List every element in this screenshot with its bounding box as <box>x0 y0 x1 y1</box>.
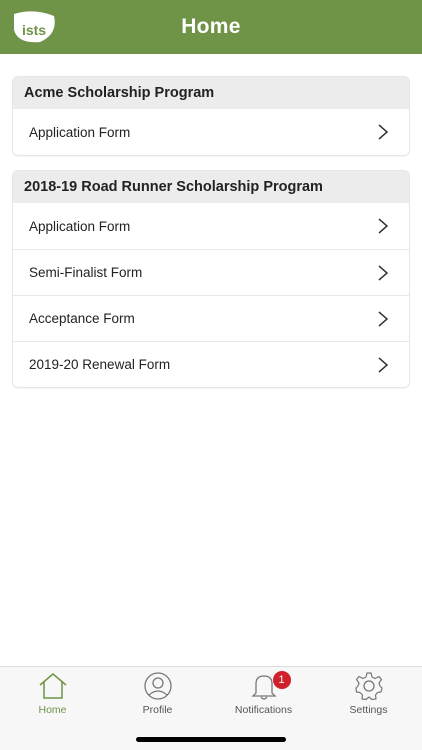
app-header <box>0 0 422 54</box>
tab-label: Settings <box>349 704 388 716</box>
tab-home[interactable] <box>0 669 105 723</box>
program-list <box>12 76 410 402</box>
form-label: Application Form <box>29 124 131 140</box>
home-indicator <box>136 737 286 742</box>
chevron-right-icon <box>377 264 389 282</box>
program-card <box>12 76 410 156</box>
form-label: Acceptance Form <box>29 311 135 326</box>
tab-profile[interactable] <box>105 669 210 723</box>
ists-logo[interactable] <box>10 10 58 44</box>
tab-label: Home <box>38 704 67 716</box>
program-title: Acme Scholarship Program <box>13 77 409 109</box>
form-row[interactable] <box>13 341 409 387</box>
chevron-right-icon <box>377 356 389 374</box>
form-label: Application Form <box>29 218 131 234</box>
page-title: Home <box>181 15 241 38</box>
notification-badge: 1 <box>273 671 291 689</box>
tab-label: Profile <box>142 704 173 716</box>
gear-icon <box>354 669 384 703</box>
form-row[interactable] <box>13 249 409 295</box>
bell-icon <box>247 669 285 703</box>
logo-text: ists <box>21 22 47 38</box>
form-label: 2019-20 Renewal Form <box>29 357 171 372</box>
home-icon <box>37 669 69 703</box>
form-row[interactable] <box>13 295 409 341</box>
chevron-right-icon <box>377 217 389 235</box>
form-row[interactable] <box>13 203 409 249</box>
chevron-right-icon <box>377 123 389 141</box>
tab-settings[interactable] <box>316 669 421 723</box>
tab-label: Notifications <box>234 704 293 716</box>
program-title: 2018-19 Road Runner Scholarship Program <box>13 171 409 203</box>
profile-icon <box>142 669 174 703</box>
program-card <box>12 170 410 388</box>
form-row[interactable] <box>13 109 409 155</box>
chevron-right-icon <box>377 310 389 328</box>
tab-notifications[interactable] <box>211 669 316 723</box>
form-label: Semi-Finalist Form <box>29 265 143 280</box>
